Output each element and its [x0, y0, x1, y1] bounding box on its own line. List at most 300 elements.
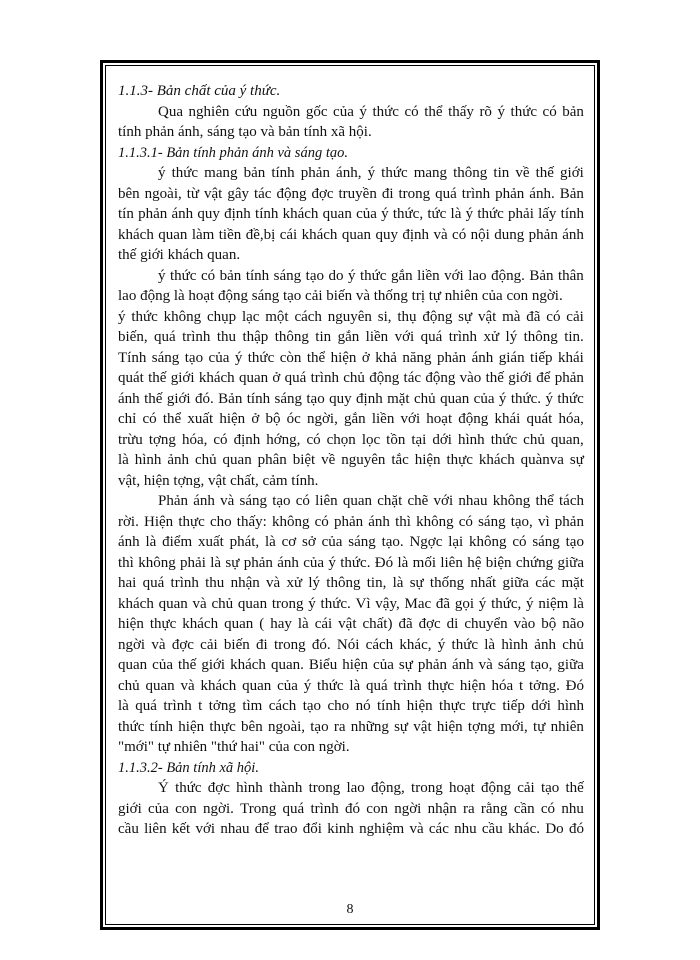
- word: nhận: [230, 575, 260, 591]
- word: sự: [458, 308, 473, 325]
- word: thức,: [392, 206, 424, 222]
- word: đã: [435, 595, 451, 612]
- word: đổi: [302, 821, 322, 837]
- word: ánh: [368, 513, 390, 530]
- word: trình: [163, 698, 192, 714]
- word: để: [536, 370, 551, 386]
- word: đã: [526, 308, 541, 325]
- word: chụp: [206, 308, 237, 325]
- word: khác.: [507, 821, 541, 837]
- word: lại: [448, 534, 464, 550]
- word: tạo: [565, 534, 584, 550]
- word: quan: [242, 677, 272, 694]
- word: có: [540, 800, 556, 817]
- word: cầu: [118, 821, 139, 837]
- word: vào: [513, 616, 536, 632]
- word: cơ: [281, 534, 297, 550]
- word: thức.: [340, 554, 371, 571]
- word: sáng: [532, 534, 560, 550]
- word: nhận: [427, 800, 457, 817]
- word: bộ: [541, 616, 557, 632]
- word: là: [397, 554, 409, 571]
- word: kinh: [327, 821, 354, 837]
- word: Tính: [118, 349, 147, 366]
- word: giữa: [557, 554, 584, 571]
- word: có: [452, 226, 467, 243]
- word: xử: [483, 329, 500, 345]
- word: có: [546, 308, 561, 325]
- word: phản: [243, 554, 273, 571]
- text-line: [118, 491, 584, 512]
- word: khách: [182, 616, 219, 632]
- word: chủ: [118, 677, 140, 694]
- word: rõ: [479, 103, 492, 120]
- word: đi: [381, 185, 394, 202]
- word: thể: [306, 349, 326, 366]
- text-line: [118, 184, 584, 205]
- word: chủ: [194, 452, 217, 468]
- word: ý: [328, 554, 336, 571]
- word: quá: [420, 329, 443, 345]
- word: cần: [513, 800, 535, 817]
- word: tính: [271, 165, 295, 181]
- word: ý: [234, 349, 243, 366]
- word: phản: [528, 226, 558, 243]
- word: bộ: [265, 411, 281, 427]
- word: quan: [322, 206, 352, 222]
- word: Ý: [158, 780, 169, 796]
- word: ý: [497, 103, 505, 120]
- word: Bản: [559, 185, 584, 202]
- word: tác: [253, 185, 272, 202]
- word: liền: [371, 411, 395, 427]
- word: thụ: [397, 308, 417, 325]
- word: mới,: [500, 718, 528, 735]
- word: tạo,: [510, 513, 533, 530]
- word: giới: [560, 165, 584, 181]
- word: tạo: [540, 780, 560, 796]
- word: động,: [371, 780, 405, 796]
- word: quan: [222, 452, 252, 468]
- word: thông: [523, 329, 558, 345]
- word: thể: [424, 103, 443, 120]
- word: Biểu: [308, 657, 338, 673]
- word: là: [573, 595, 584, 612]
- word: cách: [365, 636, 394, 653]
- text-line: vật, hiện tợng, vật chất, cảm tính.: [118, 472, 319, 489]
- word: hiện: [414, 452, 441, 468]
- word: nguyên: [341, 452, 386, 468]
- word: quá: [282, 800, 305, 817]
- word: do: [328, 267, 344, 284]
- word: tin.: [564, 329, 584, 345]
- word: Phản: [158, 493, 188, 509]
- word: mối: [412, 554, 436, 571]
- word: Ngợc: [409, 534, 443, 550]
- word: và: [478, 657, 493, 673]
- word: là: [392, 575, 404, 591]
- word: của: [373, 657, 394, 673]
- word: tính: [560, 206, 584, 222]
- word: lọc: [361, 431, 381, 448]
- word: trong: [398, 185, 431, 202]
- word: tắc: [391, 452, 409, 468]
- word: không: [469, 534, 507, 550]
- word: ý: [465, 206, 474, 222]
- word: thức: [477, 206, 504, 222]
- word: tin: [493, 165, 510, 181]
- word: hệ: [467, 554, 482, 571]
- word: chứng: [515, 554, 554, 571]
- word: trình: [461, 185, 491, 202]
- word: trình: [182, 329, 211, 345]
- word: thức: [170, 267, 197, 284]
- word: mặt: [561, 575, 584, 591]
- word: hóa,: [181, 431, 208, 448]
- word: làm: [191, 226, 215, 243]
- word: gốc: [305, 103, 328, 120]
- word: dung: [494, 226, 525, 243]
- word: thức,: [491, 595, 522, 612]
- word: từ: [186, 185, 200, 202]
- word: thức: [359, 267, 387, 284]
- word: quy: [375, 226, 398, 243]
- word: ánh: [452, 657, 474, 673]
- word: giới: [166, 390, 191, 407]
- word: thức: [510, 103, 537, 120]
- word: đó: [568, 821, 584, 837]
- word: thu: [216, 329, 237, 345]
- word: về: [515, 165, 530, 181]
- word: ánh,: [336, 165, 362, 181]
- word: trong: [271, 595, 304, 612]
- word: động: [369, 370, 400, 386]
- word: t: [198, 698, 203, 714]
- word: Đó: [374, 554, 394, 571]
- word: phản: [417, 657, 447, 673]
- word: cái: [279, 226, 298, 243]
- word: trong: [273, 636, 306, 653]
- text-line: [118, 430, 584, 451]
- word: ánh: [471, 349, 494, 366]
- word: tính: [149, 718, 174, 735]
- word: phải: [180, 554, 206, 571]
- word: với: [394, 329, 415, 345]
- word: nhất: [470, 575, 497, 591]
- word: vậy,: [375, 595, 400, 612]
- word: đợc: [311, 185, 334, 202]
- word: động: [276, 185, 307, 202]
- word: khách: [118, 595, 154, 612]
- word: cách: [294, 308, 322, 325]
- word: thức: [317, 677, 344, 694]
- word: phản: [138, 206, 168, 222]
- text-line: [118, 778, 584, 799]
- word: điểm: [162, 534, 193, 550]
- text-line: [118, 614, 584, 635]
- word: sáng: [497, 657, 526, 673]
- word: đó: [345, 800, 361, 817]
- text-line: [118, 553, 584, 574]
- word: biệt: [292, 452, 316, 468]
- word: ý: [545, 390, 553, 407]
- word: các: [535, 575, 556, 591]
- word: tin: [315, 329, 332, 345]
- word: ý: [308, 595, 316, 612]
- word: xuất: [187, 411, 214, 427]
- word: là: [118, 452, 129, 468]
- word: đi: [256, 636, 268, 653]
- word: ảnh: [167, 452, 190, 468]
- word: quy: [197, 206, 220, 222]
- word: hình: [501, 636, 529, 653]
- word: tức: [427, 206, 447, 222]
- word: ở: [272, 370, 281, 386]
- word: phản: [437, 349, 467, 366]
- word: là: [145, 534, 157, 550]
- word: tại: [411, 431, 427, 448]
- word: ngời.: [203, 800, 234, 817]
- word: quan: [224, 616, 254, 632]
- word: có: [314, 513, 329, 530]
- word: là: [349, 677, 361, 694]
- word: sự: [225, 554, 240, 571]
- word: ra: [333, 718, 346, 735]
- word: thể: [162, 411, 182, 427]
- text-line: [118, 655, 584, 676]
- word: liên: [144, 821, 167, 837]
- word: bản: [243, 165, 266, 181]
- word: nhau: [220, 821, 250, 837]
- word: cải: [566, 308, 584, 325]
- word: hiện: [219, 411, 246, 427]
- word: gây: [227, 185, 249, 202]
- subsection-heading: 1.1.3.2- Bản tính xã hội.: [118, 759, 259, 776]
- word: chất): [362, 616, 393, 632]
- word: vật: [413, 718, 432, 735]
- word: quá: [154, 329, 176, 345]
- word: vật: [204, 185, 223, 202]
- word: thế: [178, 657, 197, 673]
- word: Hiện: [144, 513, 174, 530]
- word: tìm: [242, 698, 263, 714]
- word: tợng: [148, 431, 176, 448]
- word: trao: [274, 821, 298, 837]
- word: ánh: [118, 534, 140, 550]
- word: quan: [342, 493, 373, 509]
- word: quan: [158, 226, 188, 243]
- word: tạo: [184, 349, 204, 366]
- word: quan: [238, 370, 269, 386]
- word: óc: [286, 411, 301, 427]
- word: và: [409, 821, 424, 837]
- word: có: [213, 431, 228, 448]
- word: tởng: [208, 698, 236, 714]
- word: ngời: [118, 636, 146, 653]
- word: ánh: [171, 206, 194, 222]
- word: hiện: [406, 698, 433, 714]
- word: sáng: [478, 513, 506, 530]
- word: không: [163, 308, 202, 325]
- word: trình: [170, 575, 199, 591]
- word: đã: [398, 616, 413, 632]
- subsection-heading: 1.1.3.1- Bản tính phản ánh và sáng tạo.: [118, 144, 348, 161]
- word: tính: [246, 390, 271, 407]
- word: của: [152, 657, 173, 673]
- text-line: [118, 348, 584, 369]
- word: thức: [490, 431, 518, 448]
- word: nguyên: [327, 308, 372, 325]
- word: sáng: [274, 390, 302, 407]
- word: sự: [409, 575, 424, 591]
- word: (: [259, 616, 265, 632]
- word: cải: [517, 780, 535, 796]
- word: hình: [557, 698, 584, 714]
- word: tởng.: [528, 677, 560, 694]
- word: sự: [398, 657, 413, 673]
- word: quát: [526, 411, 553, 427]
- word: có: [512, 534, 527, 550]
- word: với: [195, 821, 216, 837]
- word: phát,: [229, 534, 260, 550]
- word: khách: [200, 677, 237, 694]
- word: tự: [533, 718, 546, 735]
- word: khách: [198, 370, 235, 386]
- word: nhu: [561, 800, 584, 817]
- word: có: [200, 267, 216, 284]
- word: hóa: [491, 677, 514, 694]
- word: chủ: [414, 390, 436, 407]
- word: chủ: [211, 595, 234, 612]
- word: tồn: [386, 431, 406, 448]
- word: thập: [242, 329, 269, 345]
- word: tạo: [306, 390, 325, 407]
- word: chẽ: [407, 493, 429, 509]
- word: là: [484, 636, 496, 653]
- word: và: [180, 677, 195, 694]
- word: của: [303, 554, 325, 571]
- word: mang: [204, 165, 238, 181]
- word: của: [356, 206, 377, 222]
- word: hai: [118, 575, 137, 591]
- word: thức: [175, 780, 202, 796]
- word: ý: [381, 206, 389, 222]
- word: dới: [432, 431, 452, 448]
- word: tiền: [218, 226, 242, 243]
- word: hiện: [178, 718, 205, 735]
- word: biến,: [118, 329, 148, 345]
- word: liền: [417, 267, 440, 284]
- word: hình: [134, 452, 162, 468]
- word: tạo: [272, 493, 291, 509]
- text-line: [118, 409, 584, 430]
- word: cứu: [234, 103, 258, 120]
- word: trực: [471, 698, 496, 714]
- word: quá: [135, 698, 157, 714]
- word: khác,: [399, 636, 432, 653]
- word: khách: [230, 657, 266, 673]
- word: liên: [440, 554, 463, 571]
- word: ngời: [394, 800, 422, 817]
- word: lao: [346, 780, 365, 796]
- word: ý: [526, 595, 534, 612]
- word: và: [433, 226, 448, 243]
- word: và: [151, 636, 166, 653]
- word: não: [562, 616, 584, 632]
- word: giới: [201, 657, 226, 673]
- word: vì: [537, 513, 550, 530]
- word: trong: [308, 780, 341, 796]
- word: ở: [361, 349, 370, 366]
- word: thức.: [320, 595, 351, 612]
- word: sáng: [239, 493, 267, 509]
- word: với: [400, 411, 421, 427]
- word: thức: [381, 165, 408, 181]
- word: Nói: [336, 636, 360, 653]
- word: tin,: [366, 575, 387, 591]
- word: phản: [333, 513, 364, 530]
- word: biện: [485, 554, 512, 571]
- text-line: [118, 102, 584, 123]
- word: quá: [365, 677, 388, 694]
- word: thức: [451, 636, 478, 653]
- word: dới: [531, 698, 551, 714]
- word: mà: [502, 308, 521, 325]
- word: nhau: [458, 493, 488, 509]
- word: là: [450, 206, 462, 222]
- word: xuất: [197, 534, 224, 550]
- word: của: [333, 103, 354, 120]
- word: gắn: [337, 329, 360, 345]
- word: tạo.: [381, 534, 404, 550]
- word: nghiệm: [359, 821, 405, 837]
- word: ánh: [193, 493, 215, 509]
- word: con: [366, 800, 388, 817]
- word: tợng: [467, 718, 496, 735]
- word: nội: [470, 226, 490, 243]
- text-line: [118, 307, 584, 328]
- text-line: [118, 717, 584, 738]
- word: nhiên: [550, 718, 584, 735]
- word: giữa: [502, 575, 529, 591]
- word: thức: [247, 349, 275, 366]
- text-line: [118, 819, 584, 840]
- word: quát: [118, 370, 144, 386]
- text-line: tính phản ánh, sáng tạo và bản tính xã hội.: [118, 124, 372, 140]
- word: Bản: [529, 267, 554, 284]
- word: nhu: [454, 821, 477, 837]
- text-line: [118, 696, 584, 717]
- word: quan: [145, 677, 175, 694]
- word: tính: [255, 206, 279, 222]
- word: si,: [377, 308, 392, 325]
- word: trong: [411, 780, 443, 796]
- word: tạo: [305, 267, 324, 284]
- text-line: [118, 204, 584, 225]
- word: của: [208, 349, 230, 366]
- word: thấy: [448, 103, 474, 120]
- word: ánh: [277, 554, 299, 571]
- word: thì: [118, 554, 134, 571]
- word: ý: [478, 595, 487, 612]
- word: động: [422, 308, 453, 325]
- word: Bản: [218, 390, 243, 407]
- word: ý: [158, 267, 166, 284]
- word: ý: [158, 165, 166, 181]
- word: cầu: [481, 821, 503, 837]
- word: trừu: [118, 431, 143, 448]
- word: ý: [359, 103, 367, 120]
